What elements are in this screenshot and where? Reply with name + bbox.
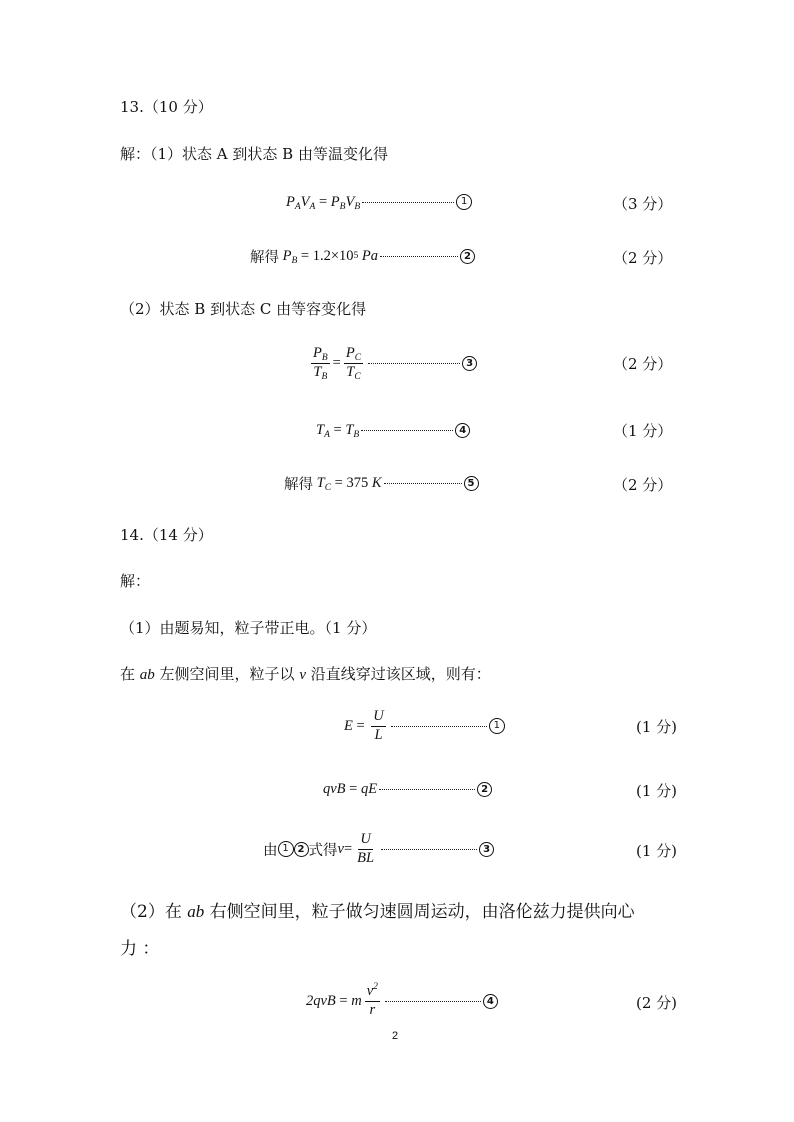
q14-left-region-text: 在 ab 左侧空间里，粒子以 v 沿直线穿过该区域，则有： xyxy=(120,665,491,683)
q13-part2-text: （2）状态 B 到状态 C 由等容变化得 xyxy=(120,300,367,318)
circle-number: 1 xyxy=(456,194,472,210)
q14-eq3: 由 1 2 式得 v = $\frac{U}{BL}$ 3 xyxy=(263,827,494,871)
q14-eq4: 2qvB = m $\frac{v^2}{r}$ 4 xyxy=(306,979,498,1023)
q13-eq5-score: （2 分） xyxy=(613,476,673,494)
q14-eq1: E = $\frac{U}{L}$ 1 xyxy=(344,704,505,748)
q14-eq1-score: (1 分) xyxy=(636,718,678,736)
page-number: 2 xyxy=(392,1030,399,1042)
circle-number: 4 xyxy=(483,994,498,1009)
q13-eq2-score: （2 分） xyxy=(613,249,673,267)
q13-eq3: $\frac{P_B}{T_B}$ = $\frac{P_C}{T_C}$ 3 xyxy=(308,341,477,385)
circle-number: 3 xyxy=(479,842,494,857)
q13-eq5: 解得 $T_C$ = 375 K 5 xyxy=(284,461,479,505)
circle-number: 4 xyxy=(455,423,470,438)
q14-part2-text-cont: 力 ： xyxy=(120,939,160,959)
q14-part2-text: （2）在 ab 右侧空间里，粒子做匀速圆周运动，由洛伦兹力提供向心 xyxy=(120,902,635,922)
q13-part1-text: 解：（1）状态 A 到状态 B 由等温变化得 xyxy=(120,145,388,163)
q14-eq3-score: (1 分) xyxy=(636,842,678,860)
q14-part1-text: （1）由题易知，粒子带正电。（1 分） xyxy=(120,619,377,637)
q13-eq4-score: （1 分） xyxy=(613,422,673,440)
circle-number: 5 xyxy=(464,476,479,491)
q14-eq2-score: (1 分) xyxy=(636,782,678,800)
circle-number: 1 xyxy=(489,718,505,734)
q14-eq2: qvB = qE 2 xyxy=(323,767,492,811)
q14-eq4-score: (2 分) xyxy=(636,994,678,1012)
q13-eq4: $T_A$ = $T_B$ 4 xyxy=(316,408,470,452)
circle-number: 1 xyxy=(278,841,294,857)
q13-eq1: $P_AV_A$ = $P_BV_B$ 1 xyxy=(286,180,472,224)
q14-solve-label: 解： xyxy=(120,572,151,590)
circle-number: 3 xyxy=(462,356,477,371)
q13-eq1-score: （3 分） xyxy=(613,195,673,213)
circle-number: 2 xyxy=(294,842,309,857)
circle-number: 2 xyxy=(460,249,475,264)
circle-number: 2 xyxy=(477,782,492,797)
q14-header: 14.（14 分） xyxy=(120,526,213,544)
q13-header: 13.（10 分） xyxy=(120,98,213,116)
q13-eq2: 解得 $P_B$ = 1.2×10 5 Pa 2 xyxy=(250,234,475,278)
q13-eq3-score: （2 分） xyxy=(613,355,673,373)
